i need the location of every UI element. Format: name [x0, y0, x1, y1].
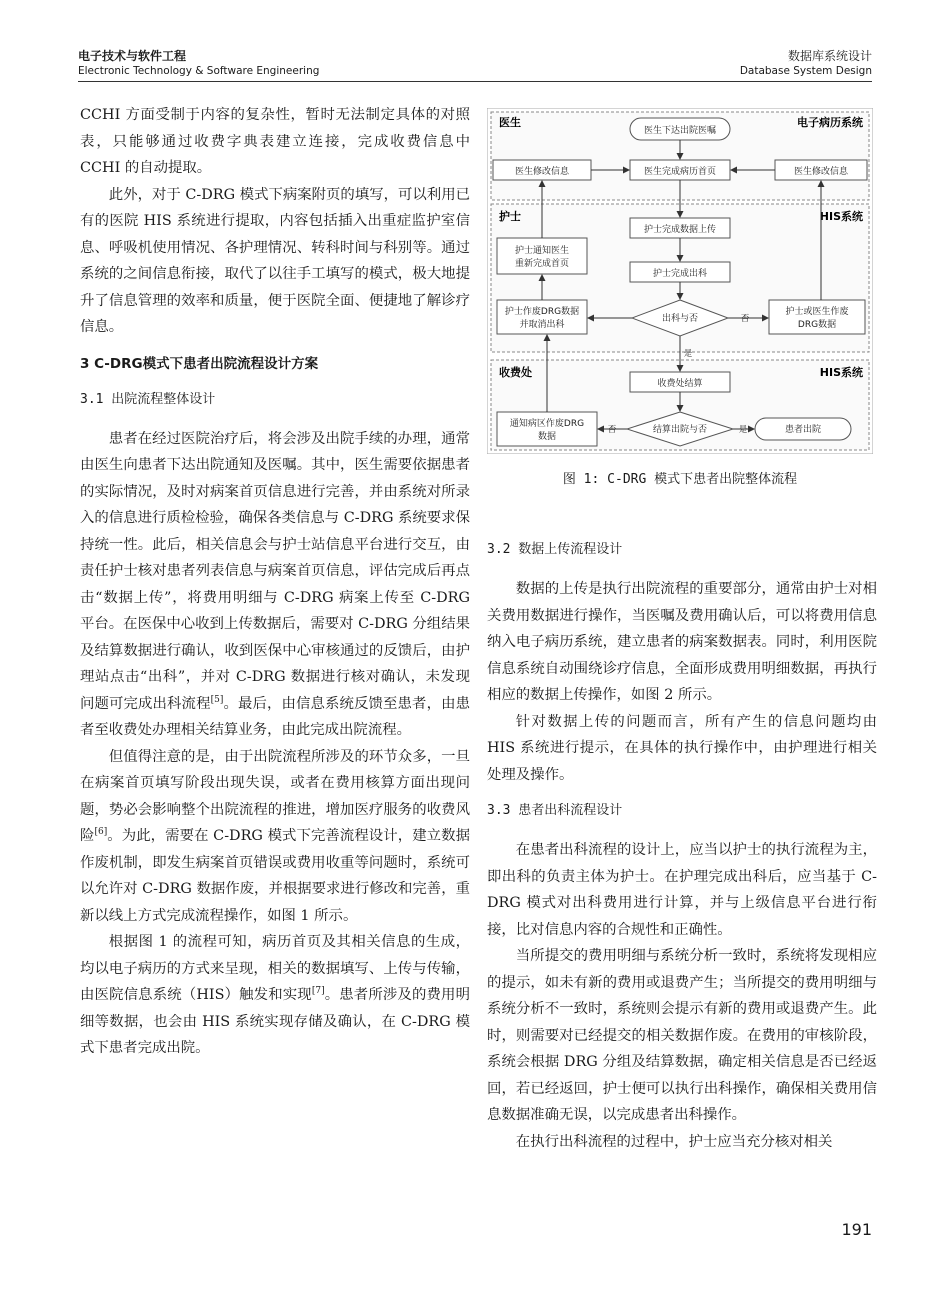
paragraph: 针对数据上传的问题而言，所有产生的信息问题均由 HIS 系统进行提示，在具体的执行操作中，由护理进行相关处理及操作。 — [487, 713, 877, 783]
edge-label-no: 否 — [740, 314, 750, 324]
paragraph — [80, 929, 470, 1062]
paragraph: CCHI 方面受制于内容的复杂性，暂时无法制定具体的对照表，只能够通过收费字典表建立连接，完成收费信息中 CCHI 的自动提取。 — [80, 107, 470, 176]
flowchart-figure — [487, 108, 873, 454]
paragraph-text: 。患者所涉及的费用明细等数据，也会由 HIS 系统实现存储及确认，在 C-DRG 模式下患者完成出院。 — [80, 987, 470, 1056]
node-nurse-upload-label: 护士完成数据上传 — [643, 225, 717, 235]
page-number: 191 — [841, 1220, 872, 1239]
node-decision-settle-label: 结算出院与否 — [652, 425, 708, 435]
journal-title — [78, 48, 319, 79]
section-title — [740, 48, 872, 79]
journal-title-cn: 电子技术与软件工程 — [78, 49, 187, 63]
subsection-heading: 3.3 患者出科流程设计 — [487, 803, 623, 818]
lane-label-cashier: 收费处 — [499, 366, 532, 379]
edge-label-yes: 是 — [738, 425, 748, 435]
node-decision-discharge-label: 出科与否 — [661, 314, 699, 324]
node-nurse-notify-label-1: 护士通知医生 — [514, 246, 570, 256]
node-doc-edit-right-label: 医生修改信息 — [793, 167, 849, 177]
node-nurse-notify-label-2: 重新完成首页 — [514, 259, 570, 269]
figure-caption: 图 1: C-DRG 模式下患者出院整体流程 — [562, 472, 798, 487]
journal-title-en: Electronic Technology & Software Engineering — [78, 65, 320, 77]
lane-label-nurse: 护士 — [499, 210, 521, 223]
subsection-heading: 3.1 出院流程整体设计 — [80, 391, 216, 407]
right-column — [487, 540, 877, 1155]
paragraph — [80, 744, 470, 930]
node-nurse-doc-void-label-2: DRG数据 — [797, 320, 837, 330]
lane-label-his-2: HIS系统 — [819, 366, 863, 379]
node-nurse-void-label-2: 并取消出科 — [519, 320, 565, 330]
paragraph — [80, 426, 470, 744]
paragraph: 此外，对于 C-DRG 模式下病案附页的填写，可以利用已有的医院 HIS 系统进行提取，内容包括插入出重症监护室信息、呼吸机使用情况、各护理情况、转科时间与科别等。通过系统的之间信息衔接，取代了以往手工填写的模式，极大地提升了信息管理的效率和质量，便于医院全面、便捷地了解诊疗信息。 — [80, 186, 470, 335]
lane-label-emr: 电子病历系统 — [797, 116, 863, 129]
paragraph: 在患者出科流程的设计上，应当以护士的执行流程为主，即出科的负责主体为护士。在护理完成出科后，应当基于 C-DRG 模式对出科费用进行计算，并与上级信息平台进行衔接，比对信息内容的合规性和正确性。 — [487, 842, 877, 938]
section-title-en: Database System Design — [739, 65, 872, 77]
citation-ref: [7] — [311, 986, 325, 997]
paragraph: 在执行出科流程的过程中，护士应当充分核对相关 — [515, 1133, 833, 1150]
node-notify-void-label-1: 通知病区作废DRG — [509, 419, 585, 429]
subsection-heading: 3.2 数据上传流程设计 — [487, 542, 623, 557]
node-nurse-doc-void-label-1: 护士或医生作废 — [785, 307, 849, 317]
paragraph-text: 。为此，需要在 C-DRG 模式下完善流程设计，建立数据作废机制，即发生病案首页错误或费用收重等问题时，系统可以允许对 C-DRG 数据作废，并根据要求进行修改和完善，重新以线上方式完成流程操作，如图 1 所示。 — [80, 828, 470, 924]
node-cashier-settle-label: 收费处结算 — [657, 379, 703, 389]
section-heading: 3 C-DRG模式下患者出院流程设计方案 — [80, 355, 319, 372]
node-patient-out-label: 患者出院 — [784, 425, 822, 435]
left-column — [80, 102, 470, 1062]
lane-label-doctor: 医生 — [499, 116, 521, 129]
node-doc-edit-left-label: 医生修改信息 — [514, 167, 570, 177]
page-header — [78, 48, 872, 82]
node-doc-complete-label: 医生完成病历首页 — [643, 167, 717, 177]
node-nurse-discharge-label: 护士完成出科 — [652, 269, 708, 279]
node-nurse-void-label-1: 护士作废DRG数据 — [504, 307, 580, 317]
paragraph: 当所提交的费用明细与系统分析一致时，系统将发现相应的提示，如未有新的费用或退费产生；当所提交的费用明细与系统分析不一致时，系统则会提示有新的费用或退费产生。此时，则需要对已经提交的相关数据作废。在费用的审核阶段，系统会根据 DRG 分组及结算数据，确定相关信息是否已经返回，若已经返回，护士便可以执行出科操作，确保相关费用信息数据准确无误，以完成患者出科操作。 — [487, 948, 877, 1123]
citation-ref: [5] — [210, 694, 224, 705]
paragraph-text: 根据图 1 的流程可知，病历首页及其相关信息的生成，均以电子病历的方式来呈现，相关的数据填写、上传与传输，由医院信息系统（HIS）触发和实现 — [80, 934, 470, 1003]
paragraph: 数据的上传是执行出院流程的重要部分，通常由护士对相关费用数据进行操作，当医嘱及费用确认后，可以将费用信息纳入电子病历系统，建立患者的病案数据表。同时，利用医院信息系统自动围绕诊疗信息，全面形成费用明细数据，再执行相应的数据上传操作，如图 2 所示。 — [487, 581, 877, 703]
paragraph-text: 但值得注意的是，由于出院流程所涉及的环节众多，一旦在病案首页填写阶段出现失误，或者在费用核算方面出现问题，势必会影响整个出院流程的推进，增加医疗服务的收费风险 — [80, 748, 470, 844]
paragraph-text: 患者在经过医院治疗后，将会涉及出院手续的办理，通常由医生向患者下达出院通知及医嘱。其中，医生需要依据患者的实际情况，及时对病案首页信息进行完善，并由系统对所录入的信息进行质检检验，确保各类信息与 C-DRG 系统要求保持统一性。此后，相关信息会与护士站信息平台进行交互，由责任护士核对患者列表信息与病案首页信息，评估完成后再点击“数据上传”，将费用明细与 C-DRG 病案上传至 C-DRG 平台。在医保中心收到上传数据后，需要对 C-DRG 分组结果及结算数据进行确认，收到医保中心审核通过的反馈后，由护理站点击“出科”，并对 C-DRG 数据进行核对确认，未发现问题可完成出科流程 — [80, 430, 470, 712]
paragraph-text: 。最后，由信息系统反馈至患者，由患者至收费处办理相关结算业务，由此完成出院流程。 — [80, 695, 470, 738]
section-title-cn: 数据库系统设计 — [787, 49, 872, 63]
lane-label-his: HIS系统 — [819, 210, 863, 223]
edge-label-no: 否 — [607, 425, 617, 435]
node-notify-void-label-2: 数据 — [537, 432, 557, 442]
node-start-label: 医生下达出院医嘱 — [643, 126, 717, 136]
edge-label-yes: 是 — [683, 349, 693, 359]
citation-ref: [6] — [94, 827, 108, 838]
